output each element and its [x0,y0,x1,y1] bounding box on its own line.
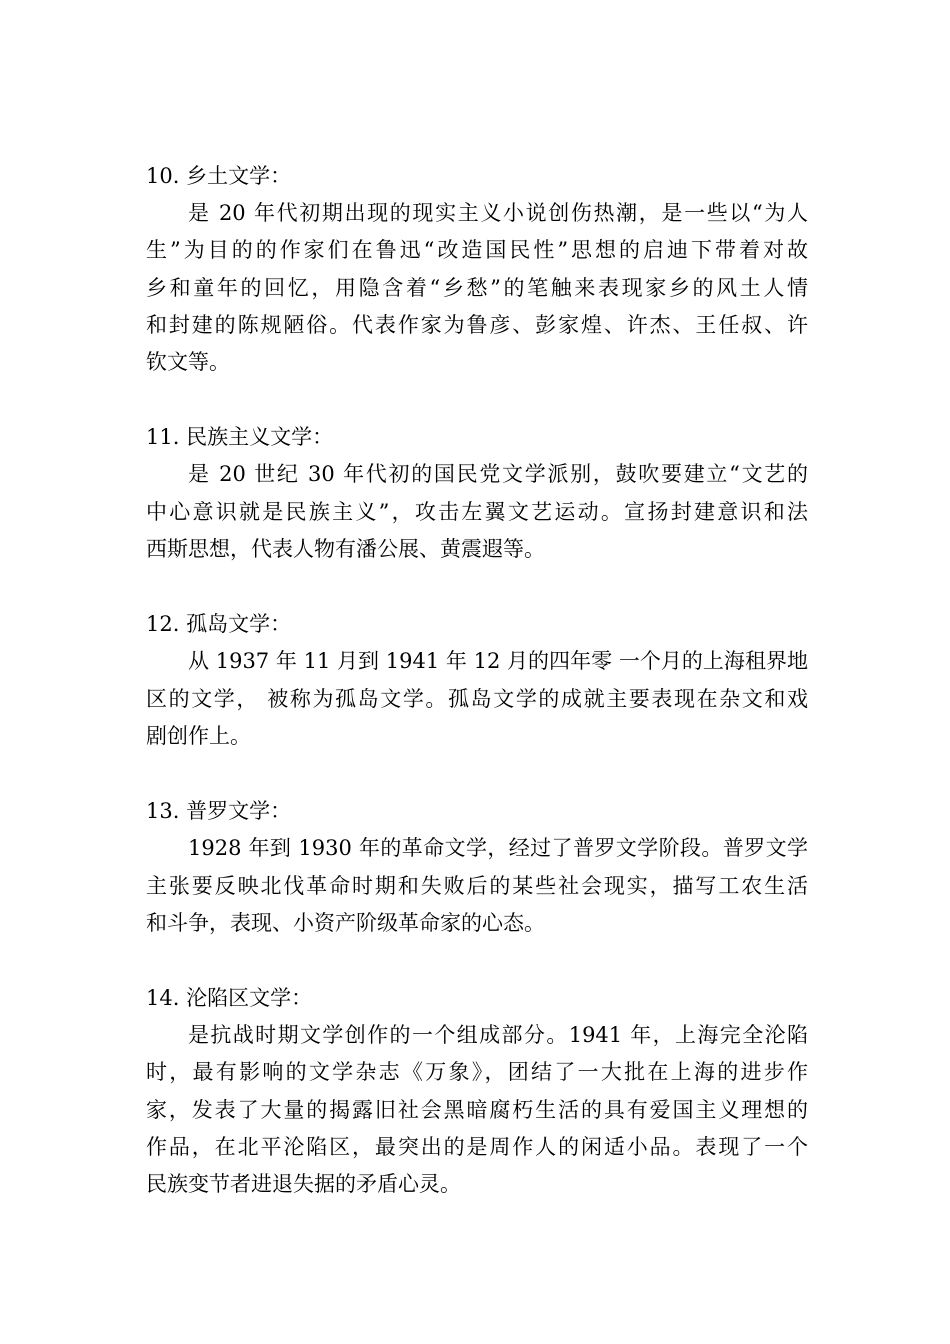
section-heading: 12. 孤岛文学： [146,612,292,637]
section-isolated-island-literature [146,605,808,755]
paragraph-line: 乡和童年的回忆，用隐含着“乡愁”的笔触来表现家乡的风土人情 [146,275,808,300]
section-xiangtu-literature [146,157,808,381]
paragraph-line: 家，发表了大量的揭露旧社会黑暗腐朽生活的具有爱国主义理想的 [146,1097,808,1122]
section-occupied-area-literature [146,979,808,1203]
paragraph-line: 生”为目的的作家们在鲁迅“改造国民性”思想的启迪下带着对故 [146,238,808,263]
section-heading: 11. 民族主义文学： [146,425,334,450]
paragraph-line: 时，最有影响的文学杂志《万象》，团结了一大批在上海的进步作 [146,1060,808,1085]
section-heading: 14. 沦陷区文学： [146,986,313,1011]
paragraph-line: 是抗战时期文学创作的一个组成部分。1941 年，上海完全沦陷 [188,1023,808,1048]
section-heading: 13. 普罗文学： [146,799,292,824]
section-heading: 10. 乡土文学： [146,164,292,188]
paragraph-line: 民族变节者进退失据的矛盾心灵。 [146,1172,461,1197]
paragraph-line: 和斗争，表现、小资产阶级革命家的心态。 [146,910,545,935]
paragraph-line: 中心意识就是民族主义”，攻击左翼文艺运动。宣扬封建意识和法 [146,499,808,524]
paragraph-line: 1928 年到 1930 年的革命文学，经过了普罗文学阶段。普罗文学 [188,836,808,861]
paragraph-line: 主张要反映北伐革命时期和失败后的某些社会现实，描写工农生活 [146,873,808,898]
paragraph-line: 从 1937 年 11 月到 1941 年 12 月的四年零 一个月的上海租界地 [188,649,808,674]
paragraph-line: 剧创作上。 [146,723,251,748]
paragraph-line: 作品，在北平沦陷区，最突出的是周作人的闲适小品。表现了一个 [146,1135,808,1160]
section-proletarian-literature [146,792,808,942]
section-nationalist-literature [146,418,808,568]
paragraph-line: 和封建的陈规陋俗。代表作家为鲁彦、彭家煌、许杰、王任叔、许 [146,312,808,337]
paragraph-line: 西斯思想，代表人物有潘公展、黄震遐等。 [146,537,545,562]
paragraph-line: 钦文等。 [146,350,230,375]
paragraph-line: 区的文学， 被称为孤岛文学。孤岛文学的成就主要表现在杂文和戏 [146,686,808,711]
document-page [146,157,808,1241]
paragraph-line: 是 20 世纪 30 年代初的国民党文学派别，鼓吹要建立“文艺的 [188,462,808,487]
paragraph-line: 是 20 年代初期出现的现实主义小说创伤热潮，是一些以“为人 [188,201,808,225]
